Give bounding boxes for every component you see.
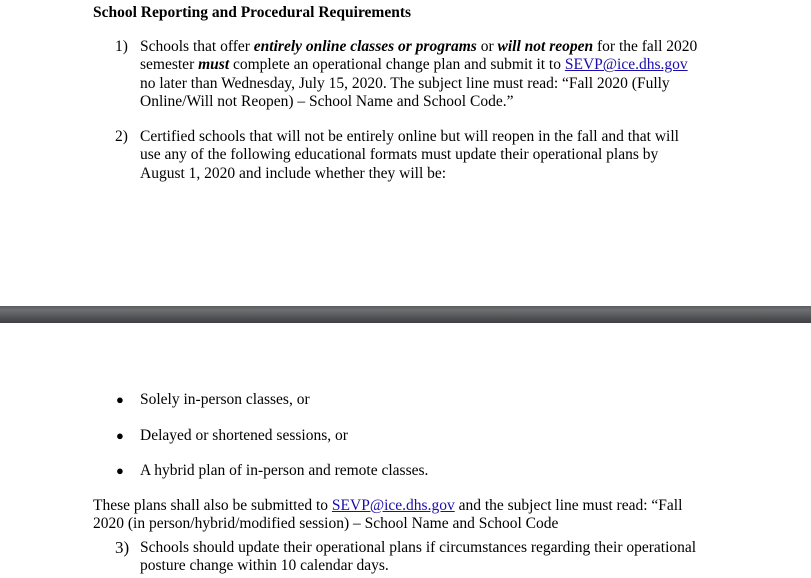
bullet-text: Solely in-person classes, or: [140, 391, 310, 408]
text-line: no later than Wednesday, July 15, 2020. The subject line must read: “Fall 2020 (Fully: [140, 74, 670, 92]
text-line: These plans shall also be submitted to SEVP@ice.dhs.gov and the subject line must read: “Fall: [93, 497, 683, 514]
text-line: 2020 (in person/hybrid/modified session) – School Name and School Code: [93, 515, 559, 532]
section-heading: School Reporting and Procedural Requirements: [93, 4, 412, 21]
bullet-text: A hybrid plan of in-person and remote classes.: [140, 462, 429, 479]
list-item-text: [140, 38, 697, 112]
document-page-bottom: [0, 323, 811, 578]
bullet-text: Delayed or shortened sessions, or: [140, 427, 348, 444]
text-line: semester must complete an operational change plan and submit it to SEVP@ice.dhs.gov: [140, 56, 688, 74]
list-number: 1): [115, 38, 128, 55]
list-number: 3): [115, 538, 130, 557]
text-line: use any of the following educational formats must update their operational plans by: [140, 146, 659, 164]
submission-paragraph: [93, 497, 682, 533]
text-line: Schools should update their operational plans if circumstances regarding their operational: [140, 539, 697, 556]
bullet-icon: ●: [116, 392, 124, 407]
sevp-email-link[interactable]: SEVP@ice.dhs.gov: [331, 497, 455, 514]
text-line: Schools that offer entirely online classes or programs or will not reopen for the fall 2020: [140, 38, 698, 55]
bullet-icon: ●: [116, 463, 124, 478]
bullet-icon: ●: [116, 428, 124, 443]
page-break-divider: [0, 306, 811, 323]
list-item-text: [140, 128, 679, 183]
list-item-text: [140, 539, 696, 576]
list-number: 2): [115, 128, 128, 145]
text-line: August 1, 2020 and include whether they will be:: [140, 164, 447, 182]
sevp-email-link[interactable]: SEVP@ice.dhs.gov: [564, 56, 688, 74]
text-line: Certified schools that will not be entirely online but will reopen in the fall and that will: [140, 128, 679, 145]
text-line: Online/Will not Reopen) – School Name and School Code.”: [140, 93, 514, 111]
text-line: posture change within 10 calendar days.: [140, 557, 389, 575]
